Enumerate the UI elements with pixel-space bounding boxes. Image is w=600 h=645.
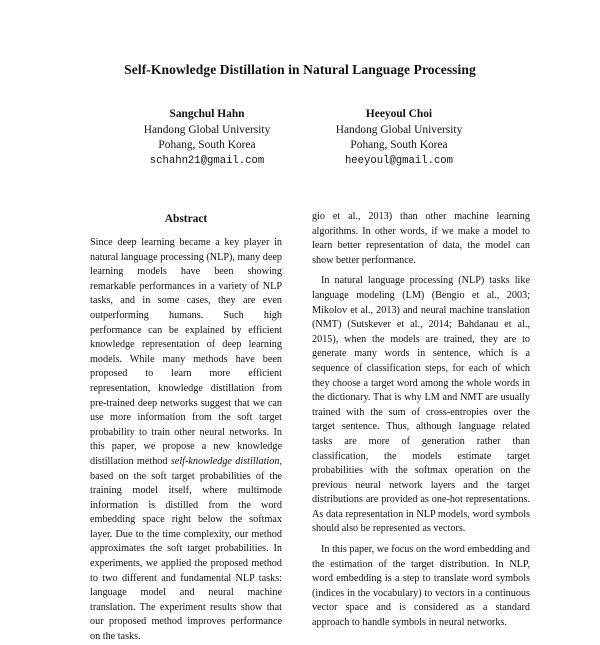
author-email: schahn21@gmail.com [149,154,265,167]
author-block-1 [107,107,307,169]
paper-title: Self-Knowledge Distillation in Natural Language Processing [124,62,476,77]
author-name: Heeyoul Choi [365,108,433,120]
author-affiliation: Handong Global University [143,123,271,136]
body-paragraph: In natural language processing (NLP) tasks like language modeling (LM) (Bengio et al., 2003; Mikolov et al., 2013) and neural machine translation (NMT) (Sutskever et al., 2014; Bahdanau et al., 2015), when the models are trained, they are to generate many words in sentence, which is a sequence of classification steps, for each of which they choose a target word among the whole words in the dictionary. That is why LM and NMT are usually trained with the sum of cross-entropies over the target sentence. Thus, although language related tasks are more of generation rather than classification, the models estimate target probabilities with the softmax operation on the previous neural network layers and the target distributions are provided as one-hot representations. As data representation in NLP models, word symbols should also be represented as vectors. [312,275,530,535]
body-paragraph-continued: gio et al., 2013) than other machine learning algorithms. In other words, if we make a model to learn better representation of data, the model can show better performance. [312,211,530,266]
author-block-2 [299,107,499,169]
right-column-body [312,210,530,629]
author-email: heeyoul@gmail.com [344,154,454,167]
abstract-body [90,236,282,643]
abstract-emphasis-method-name: self-knowledge distillation [170,455,280,467]
body-paragraph: In this paper, we focus on the word embedding and the estimation of the target distribution. In NLP, word embedding is a step to translate word symbols (indices in the vocabulary) to vectors in a continuous vector space and is considered as a standard approach to handle symbols in neural networks. [312,544,530,629]
author-name: Sangchul Hahn [169,108,245,120]
author-location: Pohang, South Korea [350,139,448,151]
author-location: Pohang, South Korea [158,139,256,151]
author-affiliation: Handong Global University [335,123,463,136]
abstract-text-part-2: , based on the soft target probabilities of the training model itself, where multimode information is distilled from the word embedding space right below the softmax layer. Due to the time complexity, our method approximates the soft target probabilities. In experiments, we applied the proposed method to two different and fundamental NLP tasks: language model and neural machine translation. The experiment results show that our proposed method improves performance on the tasks. [90,455,282,643]
abstract-paragraph [90,236,282,645]
abstract-heading: Abstract [164,213,208,225]
abstract-text-part-1: Since deep learning became a key player in natural language processing (NLP), many deep learning models have been showing remarkable performances in a variety of NLP tasks, and in some cases, they are even outperforming humans. Such high performance can be explained by efficient knowledge representation of deep learning models. While many methods have been proposed to learn more efficient representation, knowledge distillation from pre-trained deep networks suggest that we can use more information from the soft target probability to train other neural networks. In this paper, we propose a new knowledge distillation method [90,237,282,467]
